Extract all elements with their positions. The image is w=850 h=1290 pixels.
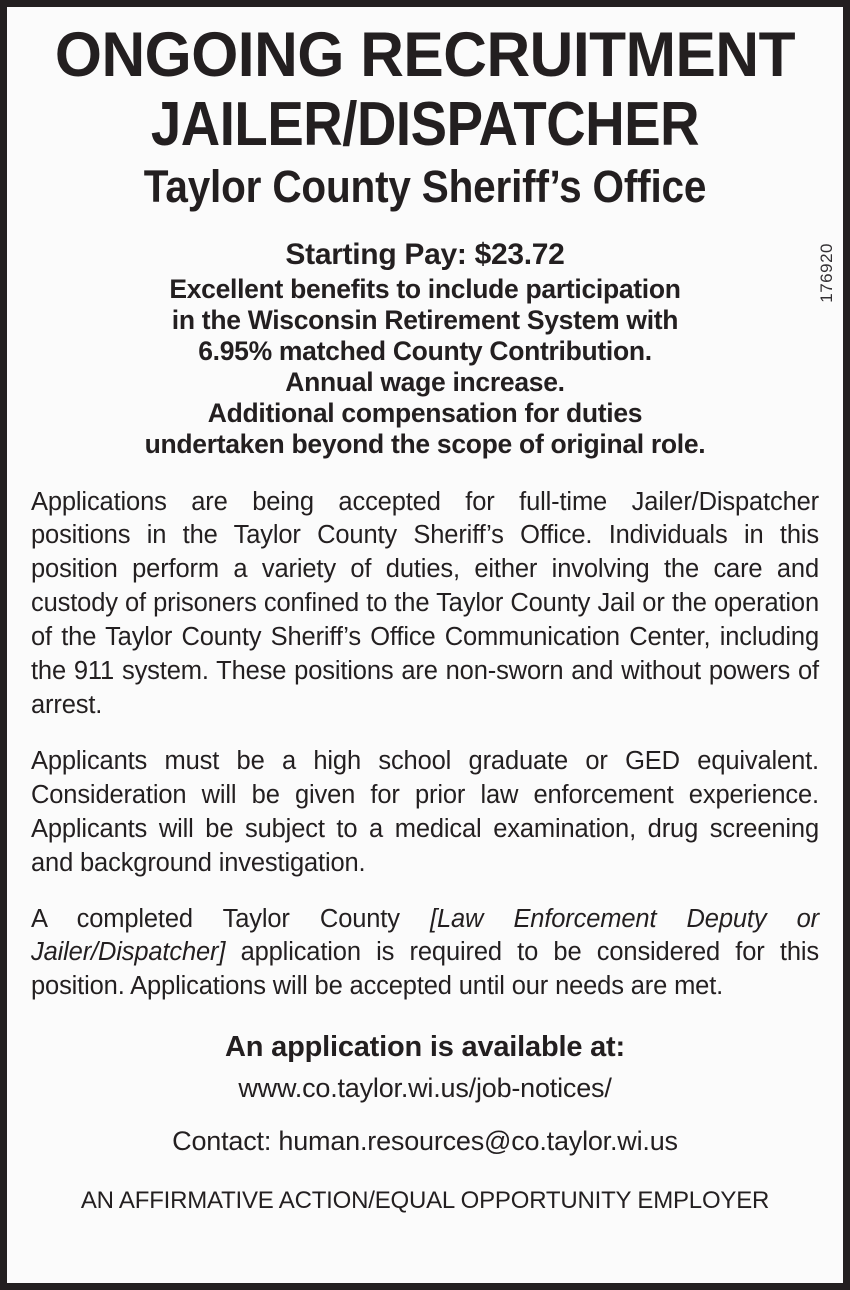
application-text-before: A completed Taylor County [31, 904, 431, 933]
body-paragraph-qualifications: Applicants must be a high school graduate or GED equivalent. Consideration will be given for prior law enforcement experience. Applicants will be subject to a medical examination, drug screening and background investigation. [31, 746, 819, 877]
body-block [31, 486, 819, 1005]
benefit-line-5: Additional compensation for duties [207, 397, 643, 428]
advertisement-content [7, 7, 843, 1283]
headline-block [31, 19, 819, 211]
application-text-after: application is required to be considered for this position. Applications will be accepted until our needs are met. [31, 938, 819, 1001]
benefit-line-4: Annual wage increase. [285, 366, 565, 397]
benefit-line-1: Excellent benefits to include participation [169, 273, 681, 304]
compensation-block [31, 237, 819, 459]
headline-job-title: JAILER/DISPATCHER [150, 89, 700, 159]
body-paragraph-application [31, 903, 819, 1005]
headline-recruitment: ONGOING RECRUITMENT [54, 20, 796, 90]
headline-organization: Taylor County Sheriff’s Office [143, 160, 707, 212]
benefit-line-2: in the Wisconsin Retirement System with [171, 304, 679, 335]
contact-email-line[interactable]: Contact: human.resources@co.taylor.wi.us [172, 1126, 678, 1157]
application-available-heading: An application is available at: [225, 1031, 625, 1064]
application-url[interactable]: www.co.taylor.wi.us/job-notices/ [238, 1073, 612, 1104]
starting-pay-line: Starting Pay: $23.72 [285, 238, 565, 272]
reference-number: 176920 [817, 243, 836, 303]
body-paragraph-positions: Applications are being accepted for full-time Jailer/Dispatcher positions in the Taylor County Sheriff’s Office. Individuals in this position perform a variety of duties, either involving the care and custody of prisoners confined to the Taylor County Jail or the operation of the Taylor County Sheriff’s Office Communication Center, including the 911 system. These positions are non-sworn and without powers of arrest. [31, 487, 819, 719]
eeo-statement: AN AFFIRMATIVE ACTION/EQUAL OPPORTUNITY EMPLOYER [80, 1187, 770, 1215]
footer-block [31, 1030, 819, 1161]
benefit-line-6: undertaken beyond the scope of original role. [144, 428, 706, 459]
benefit-line-3: 6.95% matched County Contribution. [198, 335, 652, 366]
application-form-name: [Law Enforcement Deputy or Jailer/Dispatcher] [31, 904, 819, 967]
